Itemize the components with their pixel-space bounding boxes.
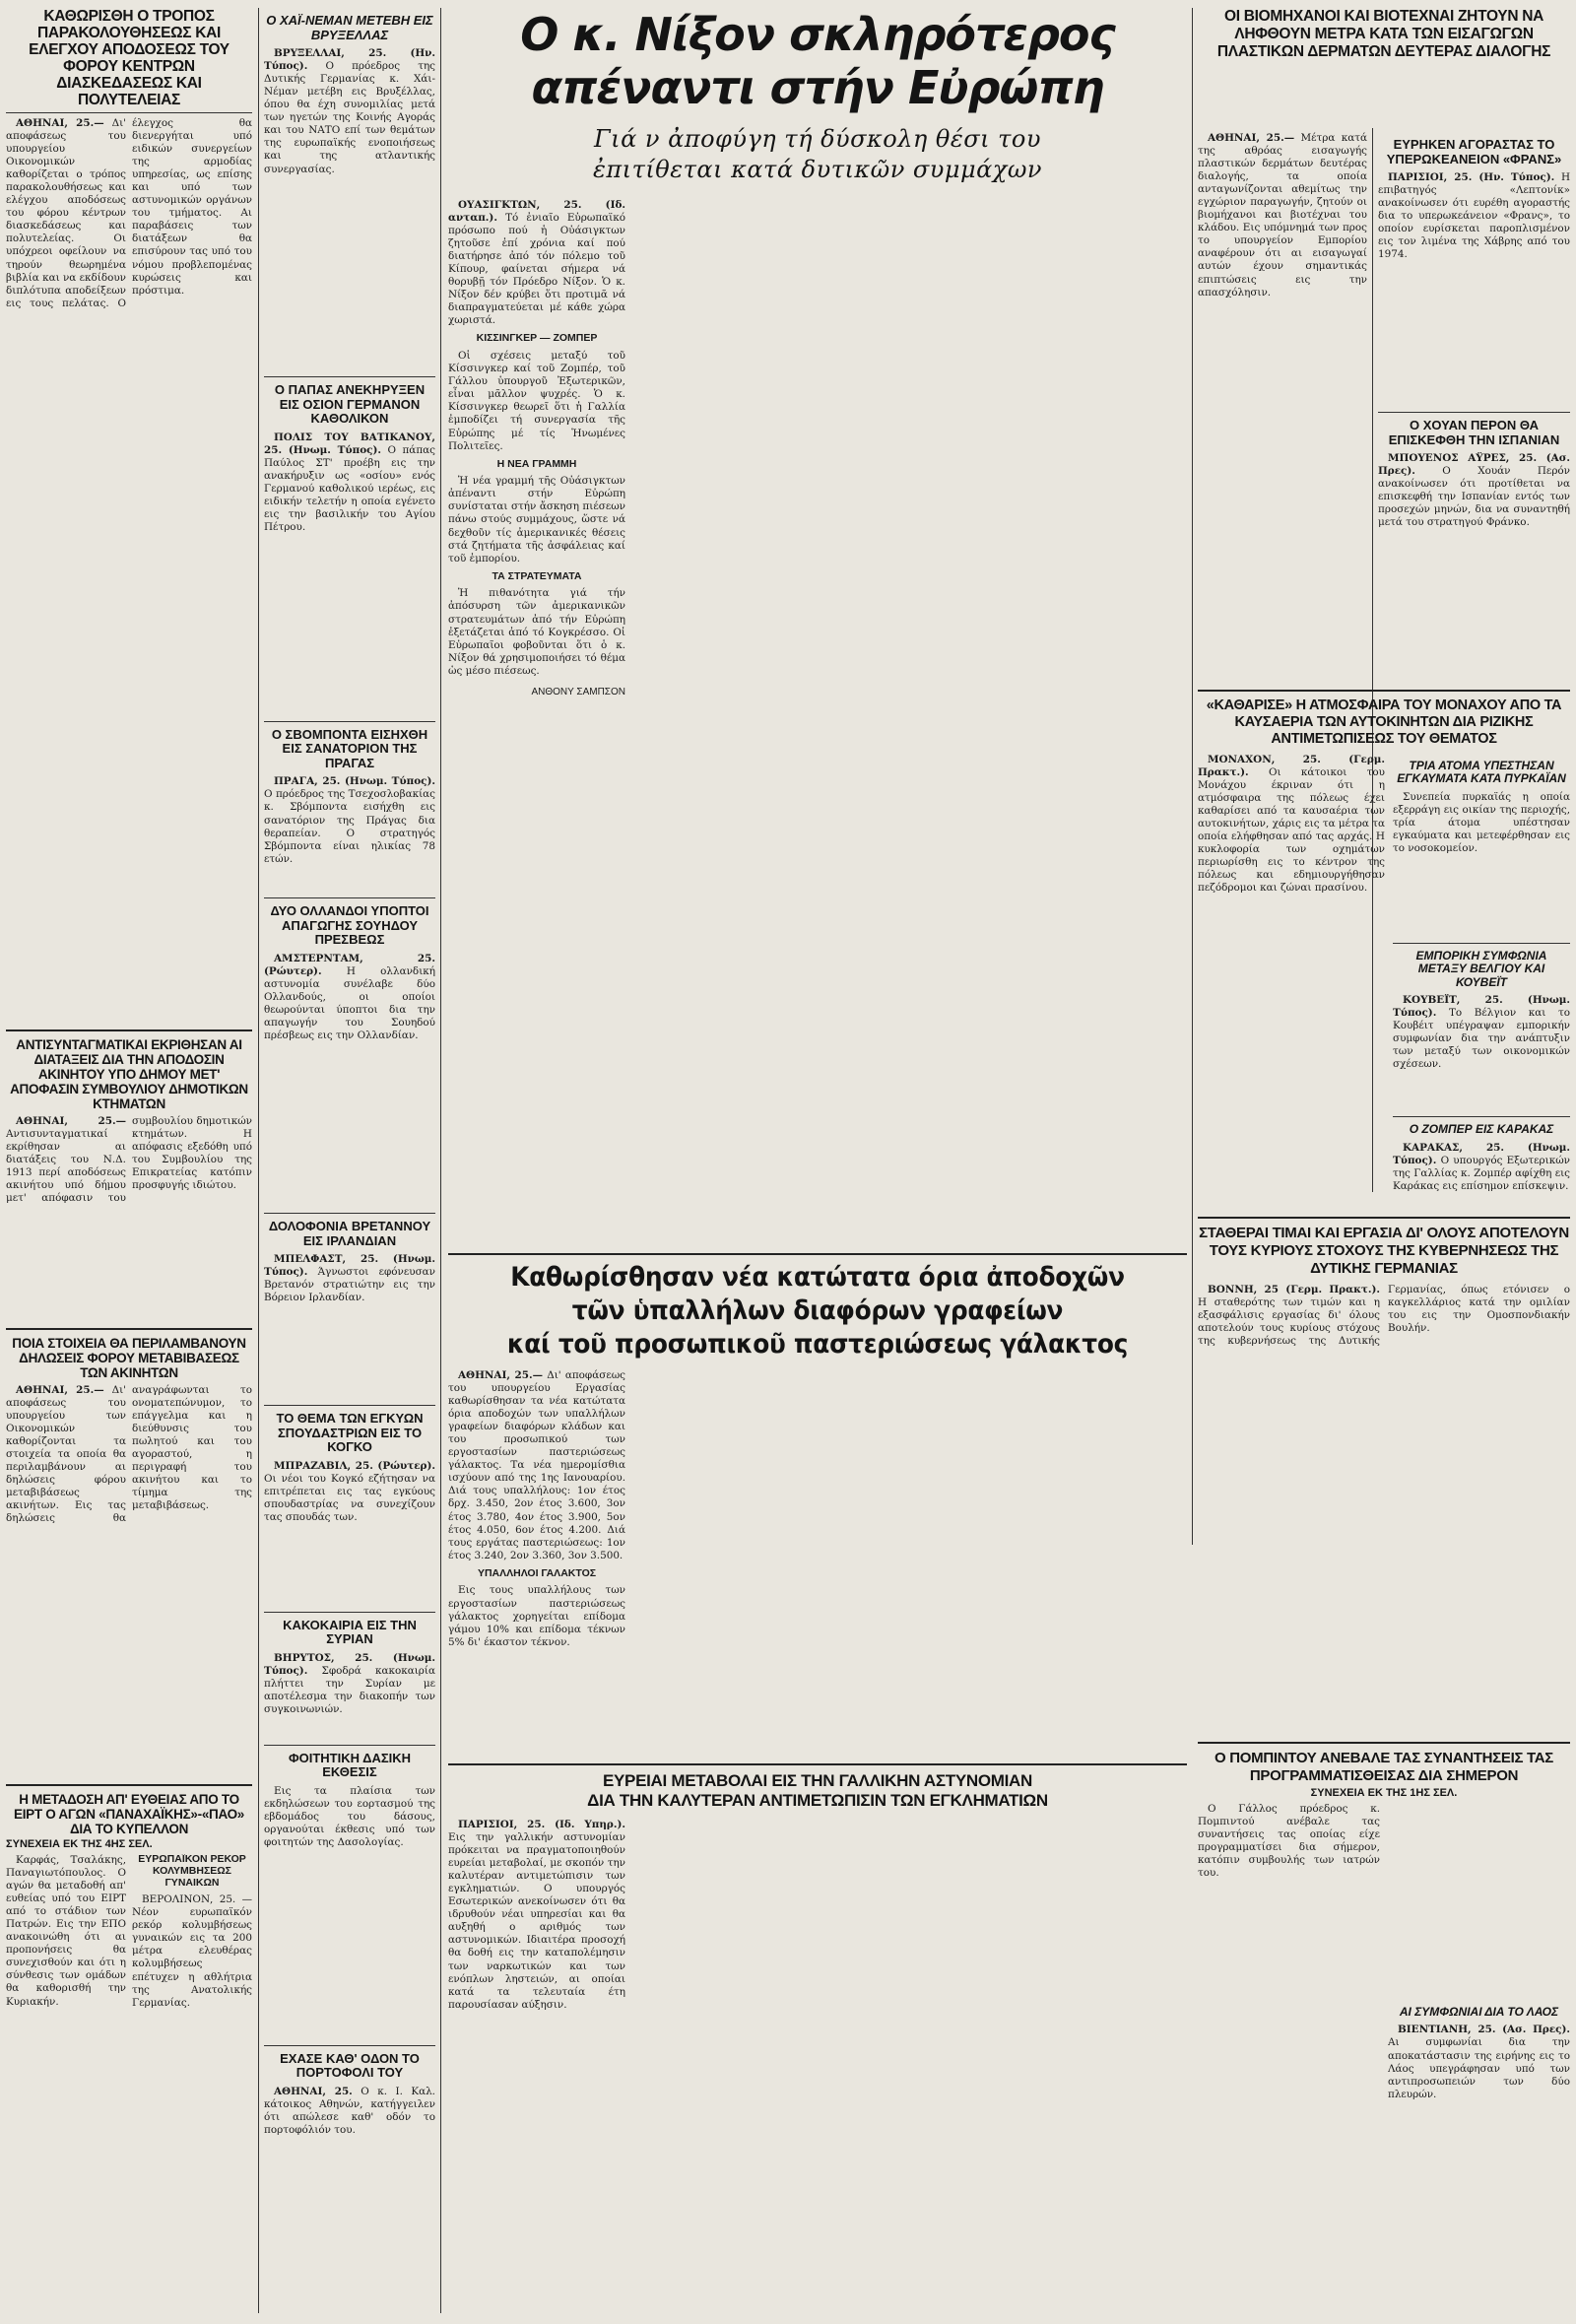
headline-jobert-caracas: Ο ΖΟΜΠΕΡ ΕΙΣ ΚΑΡΑΚΑΣ	[1409, 1122, 1554, 1137]
section-divider	[448, 1253, 1187, 1255]
divider	[264, 721, 435, 722]
article-body: Οἱ σχέσεις μεταξύ τοῦ Κίσσινγκερ καί τοῦ Ζομπέρ, τοῦ Γάλλου ὑπουργοῦ Ἐξωτερικῶν, εἶναι μᾶλλον ψυχρές. Ὁ κ. Κίσσινγκερ θεωρεῖ ὅτι ἡ Γαλλία ἐμποδίζει τή συνεργασία τῆς Εὐρώπης μέ τίς Ἡνωμένες Πολιτεῖες.	[448, 350, 625, 452]
article-munich-air	[1198, 754, 1385, 1197]
west-germany-story	[1198, 1225, 1570, 1737]
dateline: ΑΘΗΝΑΙ, 25.	[274, 2086, 353, 2098]
right-column-b	[1378, 132, 1570, 684]
wages-headline-line3: καί τοῦ προσωπικοῦ παστεριώσεως γάλακτος	[506, 1329, 1129, 1360]
dateline: ΜΠΡΑΖΑΒΙΛ, 25. (Ρώυτερ).	[274, 1459, 435, 1472]
lead-kicker-kissinger-jobert: ΚΙΣΣΙΝΓΚΕΡ — ΖΟΜΠΕΡ	[476, 332, 598, 345]
headline-west-germany: ΣΤΑΘΕΡΑΙ ΤΙΜΑΙ ΚΑΙ ΕΡΓΑΣΙΑ ΔΙ' ΟΛΟΥΣ ΑΠΟΤΕΛΟΥΝ ΤΟΥΣ ΚΥΡΙΟΥΣ ΣΤΟΧΟΥΣ ΤΗΣ ΚΥΒΕΡΝΗΣΕΩΣ ΤΗΣ ΔΥΤΙΚΗΣ ΓΕΡΜΑΝΙΑΣ	[1199, 1225, 1569, 1277]
divider	[6, 112, 252, 113]
lead-headline-line1: Ο κ. Νίξον σκληρότερος	[520, 8, 1115, 61]
article-body: Δι' αποφάσεως του υπουργείου Εργασίας καθωρίσθησαν τα νέα κατώτατα όρια αποδοχών των υπαλλήλων γραφείων διαφόρων κλάδων και του προσωπικού των εργοστασίων παστεριώσεως γάλακτος. Τα νέα ημερομίσθια ισχύουν από της 1ης Ιανουαρίου. Διά τους υπαλλήλους: 1ον έτος δρχ. 3.450, 2ον έτος 3.600, 3ον έτος 3.780, 4ον έτος 3.900, 5ον έτος 4.050, 6ον έτος 4.200. Διά τους εργάτας παστεριώσεως: 1ον έτος 3.240, 2ον 3.360, 3ον 3.500.	[448, 1369, 625, 1561]
headline-fire-burns: ΤΡΙΑ ΑΤΟΜΑ ΥΠΕΣΤΗΣΑΝ ΕΓΚΑΥΜΑΤΑ ΚΑΤΑ ΠΥΡΚΑΪΑΝ	[1397, 759, 1566, 786]
article-property-tax	[6, 1384, 252, 1778]
dateline: ΚΑΡΑΚΑΣ, 25. (Ηνωμ. Τύπος).	[1393, 1141, 1570, 1166]
lead-subheadline-line1: Γιά ν ἀποφύγη τή δύσκολη θέσι του	[594, 125, 1041, 153]
dateline: ΒΡΥΞΕΛΛΑΙ, 25. (Ην. Τύπος).	[264, 47, 435, 73]
article-body: Δι' αποφάσεως του υπουργείου των Οικονομικών καθορίζονται τα στοιχεία τα οποία θα περιλαμβάνουν αι δηλώσεις φόρου μεταβιβάσεως ακινήτων. Εις τας δηλώσεις θα αναγράφωνται το ονοματεπώνυμον, το επάγγελμα και η διεύθυνσις του πωλητού και του αγοραστού, η περιγραφή του ακινήτου και το τίμημα της μεταβιβάσεως.	[6, 1384, 252, 1525]
headline-lost-wallet: ΕΧΑΣΕ ΚΑΘ' ΟΔΟΝ ΤΟ ΠΟΡΤΟΦΟΛΙ ΤΟΥ	[280, 2050, 420, 2081]
section-divider	[6, 1328, 252, 1330]
article-syria-weather	[264, 1652, 435, 1741]
article-body: Συνεπεία πυρκαϊάς η οποία εξερράγη εις οικίαν της περιοχής, τρία άτομα υπέστησαν εγκαύματα και μετεφέρθησαν εις το νοσοκομείον.	[1393, 790, 1570, 855]
headline-munich-air: «ΚΑΘΑΡΙΣΕ» Η ΑΤΜΟΣΦΑΙΡΑ ΤΟΥ ΜΟΝΑΧΟΥ ΑΠΟ ΤΑ ΚΑΥΣΑΕΡΙΑ ΤΩΝ ΑΥΤΟΚΙΝΗΤΩΝ ΔΙΑ ΡΙΖΙΚΗΣ ΑΝΤΙΜΕΤΩΠΙΣΕΩΣ ΤΟΥ ΘΕΜΑΤΟΣ	[1206, 697, 1562, 747]
divider	[264, 1405, 435, 1406]
divider	[264, 376, 435, 377]
article-body: ΒΕΡΟΛΙΝΟΝ, 25. — Νέον ευρωπαϊκόν ρεκόρ κολυμβήσεως γυναικών εις τα 200 μέτρα ελευθέρας κολυμβήσεως επέτυχεν η αθλήτρια της Ανατολικής Γερμανίας.	[132, 1893, 252, 2009]
munich-story	[1198, 697, 1570, 1210]
article-forestry-exhibition	[264, 1785, 435, 2041]
article-belgium-kuwait	[1393, 994, 1570, 1112]
article-tax-entertainment	[6, 117, 252, 1024]
article-laos	[1388, 2024, 1570, 2250]
dateline: ΠΑΡΙΣΙΟΙ, 25. (Ιδ. Υπηρ.).	[458, 1819, 625, 1830]
article-body: Η επιβατηγός «Λεπτονίκ» ανακοίνωσεν ότι ευρέθη αγοραστής δια το υπερωκεάνειον «Φρανς», το οποίον ευρίσκεται παροπλισμένον εις τον λιμένα της Χάβρης από του 1974.	[1378, 171, 1570, 261]
lead-kicker-troops: ΤΑ ΣΤΡΑΤΕΥΜΑΤΑ	[492, 569, 582, 582]
wages-headline-line1: Καθωρίσθησαν νέα κατώτατα όρια ἀποδοχῶν	[510, 1262, 1125, 1293]
police-article-body	[448, 1819, 1187, 2311]
pompidou-story	[1198, 1750, 1570, 2318]
article-body: Καρφάς, Τσαλάκης, Παναγιωτόπουλος. Ο αγών θα μεταδοθή απ' ευθείας υπό του ΕΙΡΤ από το στάδιον των Πατρών. Εις την ΕΠΟ ανακοινώθη ότι αι προπονήσεις θα συνεχισθούν και ότι η σύνθεσις των ομάδων θα καθορισθή την Κυριακήν.	[6, 1854, 126, 2008]
article-pompidou	[1198, 1803, 1380, 2295]
headline-tax-entertainment: ΚΑΘΩΡΙΣΘΗ Ο ΤΡΟΠΟΣ ΠΑΡΑΚΟΛΟΥΘΗΣΕΩΣ ΚΑΙ ΕΛΕΓΧΟΥ ΑΠΟΔΟΣΕΩΣ ΤΟΥ ΦΟΡΟΥ ΚΕΝΤΡΩΝ ΔΙΑΣΚΕΔΑΣΕΩΣ ΚΑΙ ΠΟΛΥΤΕΛΕΙΑΣ	[29, 8, 230, 108]
headline-football-broadcast: Η ΜΕΤΑΔΟΣΗ ΑΠ' ΕΥΘΕΙΑΣ ΑΠΟ ΤΟ ΕΙΡΤ Ο ΑΓΩΝ «ΠΑΝΑΧΑΪΚΗΣ»-«ΠΑΟ» ΔΙΑ ΤΟ ΚΥΠΕΛΛΟΝ	[14, 1792, 244, 1836]
section-divider	[448, 1763, 1187, 1765]
article-body: Ο υπουργός Εξωτερικών της Γαλλίας κ. Ζομπέρ αφίχθη εις Καράκας εις επίσημον επίσκεψιν.	[1393, 1154, 1570, 1192]
section-divider	[6, 1784, 252, 1786]
article-body: Ἡ πιθανότητα γιά τήν ἀπόσυρση τῶν ἀμερικανικῶν στρατευμάτων ἀπό τήν Εὐρώπη ἐξετάζεται ἀπό τό Κογκρέσσο. Οἱ Εὐρωπαῖοι φοβοῦνται ὅτι ὁ κ. Νίξον θά χρησιμοποιήσει τό θέμα ὡς μέσο πιέσεως.	[448, 587, 625, 677]
dateline: ΜΠΟΥΕΝΟΣ ΑΫΡΕΣ, 25. (Ασ. Πρες).	[1378, 452, 1570, 478]
headline-france-liner: ΕΥΡΗΚΕΝ ΑΓΟΡΑΣΤΑΣ ΤΟ ΥΠΕΡΩΚΕΑΝΕΙΟΝ «ΦΡΑΝΣ»	[1386, 137, 1562, 166]
article-lost-wallet	[264, 2086, 435, 2174]
article-body: Η ολλανδική αστυνομία συνέλαβε δύο Ολλανδούς, οι οποίοι θεωρούνται ύποπτοι δια την απαγωγήν του Σουηδού πρέσβεως εις την Ολλανδίαν.	[264, 965, 435, 1042]
article-west-germany	[1198, 1284, 1570, 1717]
divider	[264, 1213, 435, 1214]
headline-syria-weather: ΚΑΚΟΚΑΙΡΙΑ ΕΙΣ ΤΗΝ ΣΥΡΙΑΝ	[283, 1617, 417, 1647]
wages-headline-line2: τῶν ὑπαλλήλων διαφόρων γραφείων	[571, 1295, 1064, 1326]
article-body: Οι κάτοικοι του Μονάχου έκριναν ότι η ατμόσφαιρα της πόλεως έχει καθαρίσει από τα καυσαέρια των αυτοκινήτων, χάρις εις τα μέτρα τα οποία ελήφθησαν από τας αρχάς. Η κυκλοφορία των οχημάτων περιωρίσθη εις το κέντρον της πόλεως και εδημιουργήθησαν πεζόδρομοι και ζώναι πρασίνου.	[1198, 766, 1385, 895]
divider	[1393, 943, 1570, 944]
article-body: Άγνωστοι εφόνευσαν Βρετανόν στρατιώτην εις την Βόρειον Ιρλανδίαν.	[264, 1266, 435, 1304]
headline-property-tax: ΠΟΙΑ ΣΤΟΙΧΕΙΑ ΘΑ ΠΕΡΙΛΑΜΒΑΝΟΥΝ ΔΗΛΩΣΕΙΣ ΦΟΡΟΥ ΜΕΤΑΒΙΒΑΣΕΩΣ ΤΩΝ ΑΚΙΝΗΤΩΝ	[12, 1336, 246, 1380]
right-top-story	[1198, 8, 1570, 130]
dateline: ΜΟΝΑΧΟΝ, 25. (Γερμ. Πρακτ.).	[1198, 754, 1385, 779]
article-body: Αι συμφωνίαι δια την αποκατάστασιν της ειρήνης εις το Λάος υπεγράφησαν υπό των αντιπροσωπειών των δύο πλευρών.	[1388, 2036, 1570, 2100]
headline-unconstitutional: ΑΝΤΙΣΥΝΤΑΓΜΑΤΙΚΑΙ ΕΚΡΙΘΗΣΑΝ ΑΙ ΔΙΑΤΑΞΕΙΣ ΔΙΑ ΤΗΝ ΑΠΟΔΟΣΙΝ ΑΚΙΝΗΤΟΥ ΥΠΟ ΔΗΜΟΥ ΜΕΤ' ΑΠΟΦΑΣΙΝ ΣΥΜΒΟΥΛΙΟΥ ΔΗΜΟΤΙΚΩΝ ΚΤΗΜΑΤΩΝ	[10, 1037, 248, 1111]
article-body: Εις τους υπαλλήλους των εργοστασίων παστεριώσεως γάλακτος χορηγείται επίδομα γάμου 10% και επίδομα τέκνων 5% δι' έκαστον τέκνον.	[448, 1584, 625, 1648]
article-heinemann	[264, 47, 435, 372]
section-divider	[6, 1029, 252, 1031]
article-body: Μέτρα κατά της αθρόας εισαγωγής πλαστικών δερμάτων δευτέρας διαλογής, τα οποία ανταγωνίζονται αθεμίτως την εγχώριον παραγωγήν, ζητούν οι βιομήχανοι και βιοτέχναι του κλάδου. Εις υπόμνημά των προς το υπουργείον Εμπορίου αναφέρουν ότι αι εισαγωγαί αυτών έχουν σημαντικάς επιπτώσεις εις την απασχόλησιν.	[1198, 132, 1367, 299]
lead-story	[448, 8, 1187, 1251]
headline-forestry-exhibition: ΦΟΙΤΗΤΙΚΗ ΔΑΣΙΚΗ ΕΚΘΕΣΙΣ	[288, 1750, 412, 1780]
dateline: ΠΡΑΓΑ, 25. (Ηνωμ. Τύπος).	[274, 775, 435, 788]
wages-kicker-milk-staff: ΥΠΑΛΛΗΛΟΙ ΓΑΛΑΚΤΟΣ	[477, 1566, 597, 1579]
dateline: ΟΥΑΣΙΓΚΤΩΝ, 25. (Ιδ. ανταπ.).	[448, 199, 625, 225]
headline-belfast: ΔΟΛΟΦΟΝΙΑ ΒΡΕΤΑΝΝΟΥ ΕΙΣ ΙΡΛΑΝΔΙΑΝ	[268, 1219, 431, 1248]
article-dutch-suspects	[264, 953, 435, 1209]
lead-subheadline-line2: ἐπιτίθεται κατά δυτικῶν συμμάχων	[593, 156, 1042, 183]
dateline: ΠΑΡΙΣΙΟΙ, 25. (Ην. Τύπος).	[1388, 171, 1555, 184]
dateline: ΑΘΗΝΑΙ, 25.—	[16, 117, 104, 129]
article-belfast	[264, 1253, 435, 1401]
dateline: ΑΜΣΤΕΡΝΤΑΜ, 25. (Ρώυτερ).	[264, 953, 435, 978]
article-body: Το Βέλγιον και το Κουβέιτ υπέγραψαν εμπορικήν συμφωνίαν δια την ανάπτυξιν των μεταξύ των οικονομικών σχέσεων.	[1393, 1007, 1570, 1071]
dateline: ΑΘΗΝΑΙ, 25.—	[16, 1384, 104, 1396]
divider	[264, 1612, 435, 1613]
article-body: Ο πρόεδρος της Τσεχοσλοβακίας κ. Σβόμποντα εισήχθη εις σανατόριον της Πράγας δια θεραπείαν. Ο στρατηγός Σβόμποντα είναι ηλικίας 78 ετών.	[264, 788, 435, 865]
lead-headline-line2: απέναντι στήν Εὐρώπη	[531, 61, 1104, 114]
headline-svoboda: Ο ΣΒΟΜΠΟΝΤΑ ΕΙΣΗΧΘΗ ΕΙΣ ΣΑΝΑΤΟΡΙΟΝ ΤΗΣ ΠΡΑΓΑΣ	[271, 726, 428, 770]
column-rule	[440, 8, 441, 2313]
article-france-liner	[1378, 171, 1570, 408]
police-headline-line1: ΕΥΡΕΙΑΙ ΜΕΤΑΒΟΛΑΙ ΕΙΣ ΤΗΝ ΓΑΛΛΙΚΗΝ ΑΣΤΥΝΟΜΙΑΝ	[602, 1771, 1033, 1790]
section-divider	[1198, 690, 1570, 692]
divider	[264, 2045, 435, 2046]
headline-peron-spain: Ο ΧΟΥΑΝ ΠΕΡΟΝ ΘΑ ΕΠΙΣΚΕΦΘΗ ΤΗΝ ΙΣΠΑΝΙΑΝ	[1388, 418, 1560, 447]
wages-story	[448, 1261, 1187, 1754]
article-congo	[264, 1460, 435, 1608]
article-body: Ο Γάλλος πρόεδρος κ. Πομπιντού ανέβαλε τας συναντήσεις τας οποίας είχε προγραμματίσει δια σήμερον, κατόπιν συμβουλής των ιατρών του.	[1198, 1803, 1380, 1880]
column-rule	[258, 8, 259, 2313]
byline: ΑΝΘΟΝΥ ΣΑΜΠΣΟΝ	[531, 686, 625, 697]
dateline: ΑΘΗΝΑΙ, 25.—	[458, 1369, 543, 1381]
article-fire-burns	[1393, 791, 1570, 939]
headline-congo: ΤΟ ΘΕΜΑ ΤΩΝ ΕΓΚΥΩΝ ΣΠΟΥΔΑΣΤΡΙΩΝ ΕΙΣ ΤΟ ΚΟΓΚΟ	[276, 1411, 424, 1455]
article-body: Ο πρόεδρος της Δυτικής Γερμανίας κ. Χάι-Νέμαν μετέβη εις Βρυξέλλας, όπου θα έχη συνομιλίας μετά των ηγετών της Κοινής Αγοράς και του ΝΑΤΟ επί των θεμάτων της ευρωπαϊκής ενοποιήσεως και της ατλαντικής συνεργασίας.	[264, 60, 435, 175]
article-svoboda	[264, 775, 435, 894]
dateline: ΚΟΥΒΕΪΤ, 25. (Ηνωμ. Τύπος).	[1393, 994, 1570, 1020]
headline-pope: Ο ΠΑΠΑΣ ΑΝΕΚΗΡΥΞΕΝ ΕΙΣ ΟΣΙΟΝ ΓΕΡΜΑΝΟΝ ΚΑΘΟΛΙΚΟΝ	[274, 382, 426, 427]
article-body: Σφοδρά κακοκαιρία πλήττει την Συρίαν με αποτέλεσμα την διακοπήν των συγκοινωνιών.	[264, 1664, 435, 1716]
article-football-broadcast	[6, 1854, 252, 2278]
dateline: ΒΗΡΥΤΟΣ, 25. (Ηνωμ. Τύπος).	[264, 1651, 435, 1677]
dateline: ΜΠΕΛΦΑΣΤ, 25. (Ηνωμ. Τύπος).	[264, 1253, 435, 1279]
dateline: ΒΟΝΝΗ, 25 (Γερμ. Πρακτ.).	[1208, 1284, 1380, 1295]
article-body: Ο πάπας Παύλος ΣΤ' προέβη εις την ανακήρυξιν ως «οσίου» ενός Γερμανού καθολικού ιερέως, εις ειδικήν τελετήν η οποία εγένετο εις την βασιλικήν του Αγίου Πέτρου.	[264, 443, 435, 534]
divider	[1378, 412, 1570, 413]
article-peron-spain	[1378, 452, 1570, 669]
article-pope	[264, 432, 435, 717]
column-rule	[1192, 8, 1193, 1545]
divider	[264, 1745, 435, 1746]
lead-article-body	[448, 199, 1187, 1194]
wages-article-body	[448, 1369, 1187, 1744]
article-body: Εις τα πλαίσια των εκδηλώσεων του εορτασμού της εβδομάδος του δάσους, οργανούται έκθεσις υπό των φοιτητών της Δασολογίας.	[264, 1784, 435, 1849]
headline-dutch-suspects: ΔΥΟ ΟΛΛΑΝΔΟΙ ΥΠΟΠΤΟΙ ΑΠΑΓΩΓΗΣ ΣΟΥΗΔΟΥ ΠΡΕΣΒΕΩΣ	[270, 903, 429, 948]
headline-plastic-leather: ΟΙ ΒΙΟΜΗΧΑΝΟΙ ΚΑΙ ΒΙΟΤΕΧΝΑΙ ΖΗΤΟΥΝ ΝΑ ΛΗΦΘΟΥΝ ΜΕΤΡΑ ΚΑΤΑ ΤΩΝ ΕΙΣΑΓΩΓΩΝ ΠΛΑΣΤΙΚΩΝ ΔΕΡΜΑΤΩΝ ΔΕΥΤΕΡΑΣ ΔΙΑΛΟΓΗΣ	[1216, 8, 1551, 60]
headline-swimming-record: ΕΥΡΩΠΑΪΚΟΝ ΡΕΚΟΡ ΚΟΛΥΜΒΗΣΕΩΣ ΓΥΝΑΙΚΩΝ	[138, 1854, 246, 1889]
headline-pompidou: Ο ΠΟΜΠΙΝΤΟΥ ΑΝΕΒΑΛΕ ΤΑΣ ΣΥΝΑΝΤΗΣΕΙΣ ΤΑΣ ΠΡΟΓΡΑΜΜΑΤΙΣΘΕΙΣΑΣ ΔΙΑ ΣΗΜΕΡΟΝ	[1214, 1750, 1553, 1784]
lead-kicker-new-line: Η ΝΕΑ ΓΡΑΜΜΗ	[496, 457, 577, 470]
article-jobert-caracas	[1393, 1142, 1570, 1201]
article-body: Ἡ νέα γραμμή τῆς Οὐάσιγκτων ἀπέναντι στήν Εὐρώπη συνίσταται στήν ἄσκηση πιέσεων πάνω στούς συμμάχους, ὥστε νά δεχθοῦν τίς ἀμερικανικές θέσεις στά ζητήματα τῆς ἀσφάλειας καί τοῦ ἐμπορίου.	[448, 475, 625, 564]
dateline: ΑΘΗΝΑΙ, 25.—	[16, 1115, 126, 1127]
article-body: Οι νέοι του Κογκό εζήτησαν να επιτρέπεται εις τας εγκύους σπουδαστρίας να συνεχίζουν τας σπουδάς των.	[264, 1472, 435, 1523]
article-body: Αντισυνταγματικαί εκρίθησαν αι διατάξεις του Ν.Δ. 1913 περί αποδόσεως ακινήτου υπό δήμου μετ' απόφασιν του συμβουλίου δημοτικών κτημάτων. Η απόφασις εξεδόθη υπό του Συμβουλίου της Επικρατείας κατόπιν προσφυγής ιδιώτου.	[6, 1115, 252, 1205]
section-divider	[1198, 1217, 1570, 1219]
column-left	[6, 8, 252, 2318]
article-body: Ο Χουάν Περόν ανακοίνωσεν ότι προτίθεται να επισκεφθή την Ισπανίαν εντός των προσεχών μηνών, δια να συναντηθή μετά του στρατηγού Φράνκο.	[1378, 465, 1570, 529]
headline-heinemann: Ο ΧΑΪ-ΝΕΜΑΝ ΜΕΤΕΒΗ ΕΙΣ ΒΡΥΞΕΛΛΑΣ	[266, 13, 433, 42]
police-headline-line2: ΔΙΑ ΤΗΝ ΚΑΛΥΤΕΡΑΝ ΑΝΤΙΜΕΤΩΠΙΣΙΝ ΤΩΝ ΕΓΚΛΗΜΑΤΙΩΝ	[587, 1791, 1048, 1810]
article-plastic-leather	[1198, 132, 1367, 684]
article-body: Εις την γαλλικήν αστυνομίαν πρόκειται να πραγματοποιηθούν ευρείαι μεταβολαί, με σκοπόν την καλυτέραν αντιμετώπισιν των εγκληματιών. Ο υπουργός Εσωτερικών ανεκοίνωσεν ότι θα ιδρυθούν νέαι υπηρεσίαι και θα αυξηθή ο αριθμός των αστυνομικών. Ιδιαιτέρα προσοχή θα δοθή εις την καταπολέμησιν των ναρκωτικών και των ενόπλων ληστειών, αι οποίαι κατά τα τελευταία έτη παρουσίασαν αύξησιν.	[448, 1831, 625, 2011]
continuation-kicker: ΣΥΝΕΧΕΙΑ ΕΚ ΤΗΣ 4ΗΣ ΣΕΛ.	[6, 1838, 153, 1850]
divider	[1393, 1116, 1570, 1117]
article-pompidou-cont	[1388, 1803, 1570, 2000]
continuation-kicker: ΣΥΝΕΧΕΙΑ ΕΚ ΤΗΣ 1ΗΣ ΣΕΛ.	[1310, 1787, 1458, 1799]
article-body: Η σταθερότης των τιμών και η εξασφάλισις εργασίας δι' όλους αποτελούν τους κυρίους στόχους της κυβερνήσεως της Δυτικής Γερμανίας, όπως ετόνισεν ο καγκελλάριος κατά την ομιλίαν του εις την Ομοσπονδιακήν Βουλήν.	[1198, 1284, 1570, 1348]
column-briefs	[264, 8, 435, 2318]
headline-laos: ΑΙ ΣΥΜΦΩΝΙΑΙ ΔΙΑ ΤΟ ΛΑΟΣ	[1399, 2005, 1559, 2019]
article-body: Ο κ. Ι. Καλ. κάτοικος Αθηνών, κατήγγειλεν ότι απώλεσε καθ' οδόν το πορτοφόλιόν του.	[264, 2086, 435, 2137]
dateline: ΑΘΗΝΑΙ, 25.—	[1208, 132, 1295, 144]
dateline: ΒΙΕΝΤΙΑΝΗ, 25. (Ασ. Πρες).	[1398, 2024, 1570, 2036]
divider	[264, 897, 435, 898]
article-unconstitutional	[6, 1115, 252, 1322]
article-body: Τό ἐνιαῖο Εὐρωπαϊκό πρόσωπο πού ἡ Οὐάσιγκτων ζητοῦσε ἐπί χρόνια καί πού διατήρησε ἀπό τόν πόλεμο τοῦ Κίπουρ, φαίνεται σήμερα νά θορυβῇ τόν Πρόεδρο Νίξον. Ὁ κ. Νίξον δέν κρύβει ὅτι προτιμᾶ νά διαπραγματεύεται μέ κάθε χώρα χωριστά.	[448, 212, 625, 327]
headline-belgium-kuwait: ΕΜΠΟΡΙΚΗ ΣΥΜΦΩΝΙΑ ΜΕΤΑΞΥ ΒΕΛΓΙΟΥ ΚΑΙ ΚΟΥΒΕΪΤ	[1415, 948, 1547, 989]
section-divider	[1198, 1742, 1570, 1744]
article-body: Δι' αποφάσεως του υπουργείου Οικονομικών καθορίζεται ο τρόπος παρακολουθήσεως και ελέγχου αποδόσεως του φόρου κέντρων διασκεδάσεως και πολυτελείας. Οι υπόχρεοι οφείλουν να τηρούν θεωρημένα βιβλία και να εκδίδουν διπλότυπα αποδείξεων εις τους πελάτας. Ο έλεγχος θα διενεργήται υπό ειδικών συνεργείων της αρμοδίας υπηρεσίας, ως επίσης και υπό των αστυνομικών οργάνων του τμήματος. Αι παραβάσεις των διατάξεων θα επισύρουν τας υπό του νόμου προβλεπομένας κυρώσεις και πρόστιμα.	[6, 117, 252, 309]
police-story	[448, 1771, 1187, 2318]
dateline: ΠΟΛΙΣ ΤΟΥ ΒΑΤΙΚΑΝΟΥ, 25. (Ηνωμ. Τύπος).	[264, 431, 435, 456]
